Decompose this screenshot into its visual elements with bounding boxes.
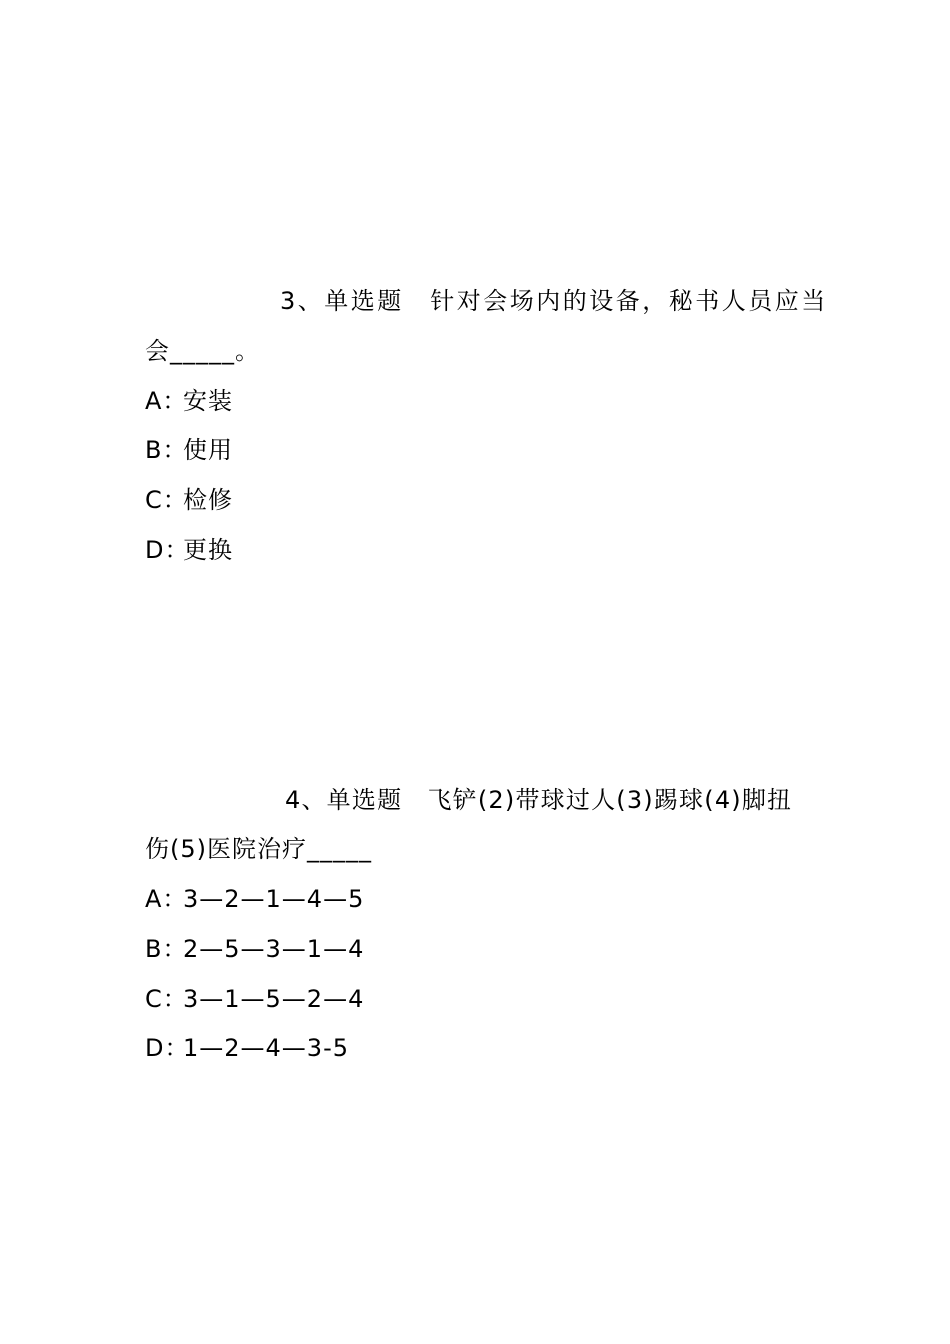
option-text: 更换 (183, 536, 233, 564)
question-3-option-d (145, 535, 233, 565)
option-label: B： (145, 935, 188, 963)
question-3-stem-line2: 会_____。 (145, 337, 260, 365)
question-4-option-d (145, 1033, 349, 1063)
question-3-option-c (145, 485, 233, 515)
question-4-option-b (145, 934, 364, 964)
option-label: C： (145, 486, 188, 514)
question-4-option-c (145, 984, 364, 1014)
option-text: 1—2—4—3-5 (183, 1034, 350, 1062)
question-3-option-a (145, 386, 233, 416)
option-text: 2—5—3—1—4 (183, 935, 365, 963)
question-4-stem-line1: 4、单选题 飞铲(2)带球过人(3)踢球(4)脚扭 (285, 786, 793, 814)
option-label: D： (145, 536, 190, 564)
option-label: B： (145, 436, 188, 464)
option-text: 3—1—5—2—4 (183, 985, 365, 1013)
option-text: 3—2—1—4—5 (183, 885, 365, 913)
question-4-option-a (145, 884, 364, 914)
question-3-stem-line1: 3、单选题 针对会场内的设备，秘书人员应当 (280, 287, 828, 315)
option-text: 使用 (183, 436, 233, 464)
question-4-stem-line2: 伤(5)医院治疗_____ (145, 835, 372, 863)
option-text: 检修 (183, 486, 233, 514)
option-label: A： (145, 387, 188, 415)
option-label: A： (145, 885, 188, 913)
option-label: D： (145, 1034, 190, 1062)
option-label: C： (145, 985, 188, 1013)
option-text: 安装 (183, 387, 233, 415)
question-3-option-b (145, 435, 233, 465)
